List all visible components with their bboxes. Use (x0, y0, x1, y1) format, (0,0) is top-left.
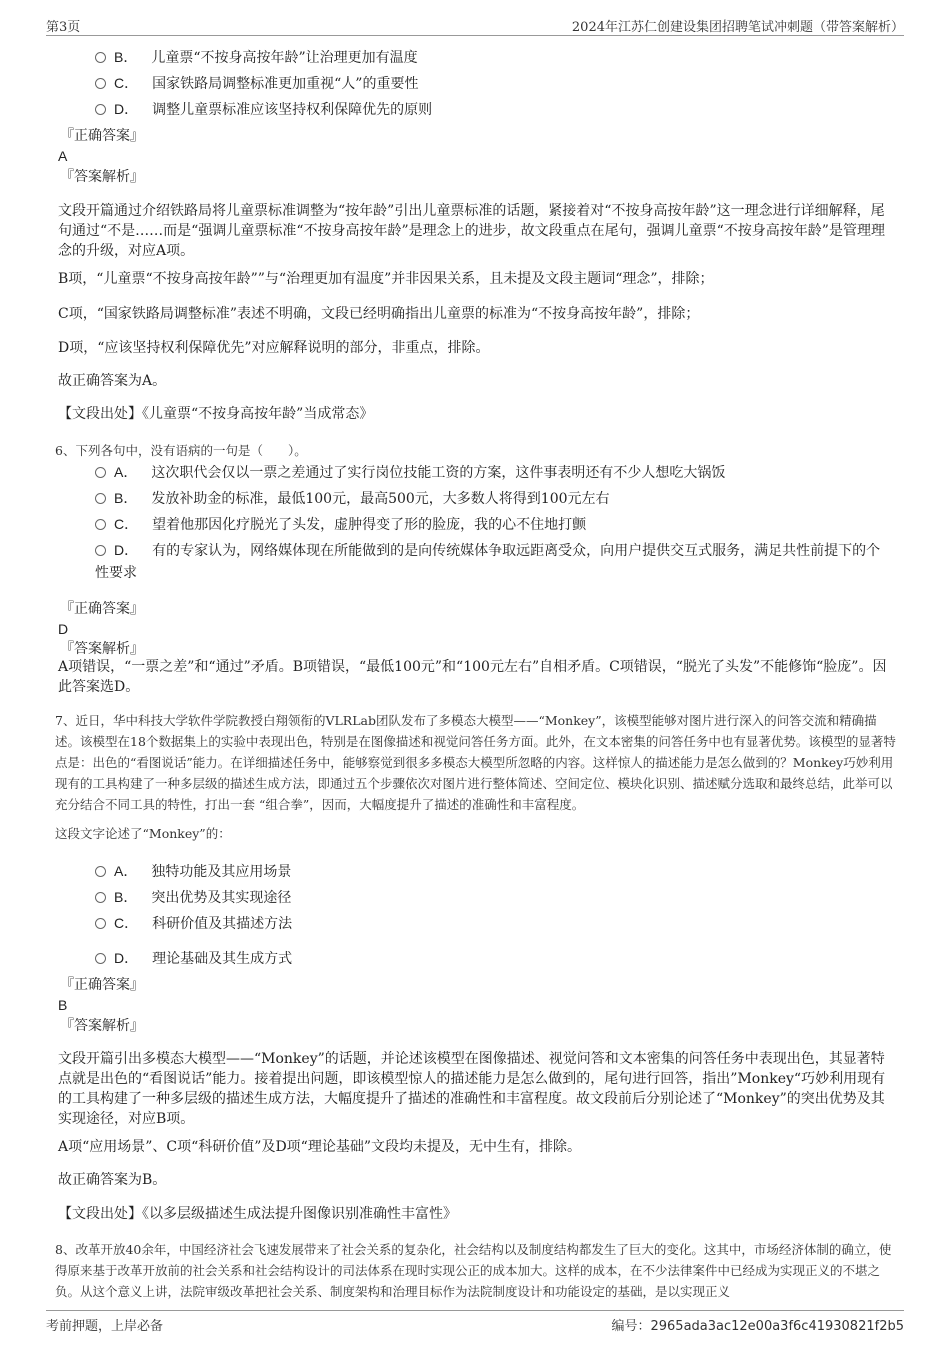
document-id: 编号：2965ada3ac12e00a3f6c41930821f2b5 (611, 1319, 904, 1334)
analysis-paragraph: 文段开篇通过介绍铁路局将儿童票标准调整为“按年龄”引出儿童票标准的话题，紧接着对“不按身高按年龄”这一理念进行详细解释，尾句通过“不是……而是“强调儿童票标准“不按身高按年龄”是理念上的进步，故文段重点在尾句，强调儿童票“不按身高按年龄”是管理理念的升级，对应A项。 (58, 203, 885, 259)
analysis-paragraph: 故正确答案为B。 (58, 1172, 167, 1188)
analysis-paragraph: D项，“应该坚持权利保障优先”对应解释说明的部分，非重点，排除。 (58, 340, 490, 356)
footer-slogan: 考前押题，上岸必备 (46, 1319, 164, 1334)
q5-option-b[interactable]: B． 儿童票“不按身高按年龄”让治理更加有温度 (95, 46, 895, 69)
analysis-label: 『答案解析』 (60, 641, 144, 657)
q6-option-b[interactable]: B． 发放补助金的标准，最低100元，最高500元，大多数人将得到100元左右 (95, 487, 895, 510)
correct-answer: D (58, 621, 69, 637)
analysis-paragraph: A项“应用场景”、C项“科研价值”及D项“理论基础”文段均未提及，无中生有，排除。 (58, 1139, 581, 1155)
radio-icon[interactable] (95, 866, 106, 877)
source-citation: 【文段出处】《以多层级描述生成法提升图像识别准确性丰富性》 (58, 1206, 457, 1222)
radio-icon[interactable] (95, 493, 106, 504)
q5-option-d[interactable]: D． 调整儿童票标准应该坚持权利保障优先的原则 (95, 98, 895, 121)
source-citation: 【文段出处】《儿童票“不按身高按年龄”当成常态》 (58, 406, 374, 422)
question-stem: 8、改革开放40余年，中国经济社会飞速发展带来了社会关系的复杂化，社会结构以及制度结构都发生了巨大的变化。这其中，市场经济体制的确立，使得原来基于改革开放前的社会关系和社会结构设计的司法体系在现时实现公正的成本加大。这样的成本，在不少法律案件中已经成为实现正义的不堪之负。从这个意义上讲，法院审级改革把社会关系、制度架构和治理目标作为法院制度设计和功能设定的基础，是以实现正义 (55, 1242, 892, 1299)
radio-icon[interactable] (95, 467, 106, 478)
radio-icon[interactable] (95, 52, 106, 63)
answer-label: 『正确答案』 (60, 977, 144, 993)
analysis-paragraph: 文段开篇引出多模态大模型——“Monkey”的话题，并论述该模型在图像描述、视觉问答和文本密集的问答任务中表现出色，其显著特点就是出色的“看图说话”能力。接着提出问题，即该模型惊人的描述能力是怎么做到的，尾句进行回答，指出”Monkey“巧妙利用现有的工具构建了一种多层级的描述生成方法，大幅度提升了描述的准确性和丰富程度。故文段前后分别论述了“Monkey”的突出优势及其实现途径，对应B项。 (58, 1051, 886, 1127)
radio-icon[interactable] (95, 104, 106, 115)
analysis-label: 『答案解析』 (60, 169, 144, 185)
footer-divider (46, 1310, 904, 1311)
radio-icon[interactable] (95, 545, 106, 556)
q6-option-a[interactable]: A． 这次职代会仅以一票之差通过了实行岗位技能工资的方案，这件事表明还有不少人想吃大锅饭 (95, 461, 895, 484)
radio-icon[interactable] (95, 918, 106, 929)
radio-icon[interactable] (95, 519, 106, 530)
analysis-paragraph: B项，“儿童票“不按身高按年龄””与“治理更加有温度”并非因果关系，且未提及文段主题词“理念”，排除； (58, 271, 714, 287)
page-number: 第3页 (46, 20, 81, 35)
q7-option-c[interactable]: C． 科研价值及其描述方法 (95, 912, 895, 935)
answer-label: 『正确答案』 (60, 601, 144, 617)
q6-option-d[interactable]: D． 有的专家认为，网络媒体现在所能做到的是向传统媒体争取远距离受众，向用户提供交互式服务，满足共性前提下的个性要求 (95, 542, 881, 581)
q6-option-c[interactable]: C． 望着他那因化疗脱光了头发，虚肿得变了形的脸庞，我的心不住地打颤 (95, 513, 895, 536)
question-prompt: 这段文字论述了“Monkey”的： (55, 826, 231, 841)
analysis-paragraph: 故正确答案为A。 (58, 373, 167, 389)
question-stem: 6、下列各句中，没有语病的一句是（ ）。 (55, 443, 307, 458)
correct-answer: A (58, 148, 68, 164)
document-title: 2024年江苏仁创建设集团招聘笔试冲刺题（带答案解析） (571, 20, 904, 35)
q7-option-a[interactable]: A． 独特功能及其应用场景 (95, 860, 895, 883)
analysis-label: 『答案解析』 (60, 1018, 144, 1034)
question-stem: 7、近日，华中科技大学软件学院教授白翔领衔的VLRLab团队发布了多模态大模型——“Monkey”，该模型能够对图片进行深入的问答交流和精确描述。该模型在18个数据集上的实验中表现出色，特别是在图像描述和视觉问答任务方面。此外，在文本密集的问答任务中也有显著优势。该模型的显著特点是：出色的“看图说话”能力。在详细描述任务中，能够察觉到很多多模态大模型所忽略的内容。这样惊人的描述能力是怎么做到的？Monkey巧妙利用现有的工具构建了一种多层级的描述生成方法，即通过五个步骤依次对图片进行整体简述、空间定位、模块化识别、描述赋分选取和最终总结，此举可以充分结合不同工具的特性，打出一套 “组合拳”，因而，大幅度提升了描述的准确性和丰富程度。 (55, 713, 896, 812)
q7-option-b[interactable]: B． 突出优势及其实现途径 (95, 886, 895, 909)
answer-label: 『正确答案』 (60, 128, 144, 144)
radio-icon[interactable] (95, 892, 106, 903)
analysis-paragraph: C项，“国家铁路局调整标准”表述不明确，文段已经明确指出儿童票的标准为“不按身高按年龄”，排除； (58, 306, 700, 322)
q7-option-d[interactable]: D． 理论基础及其生成方式 (95, 947, 895, 970)
header-divider (46, 35, 904, 36)
analysis-paragraph: A项错误，“一票之差”和“通过”矛盾。B项错误，“最低100元”和“100元左右”自相矛盾。C项错误，“脱光了头发”不能修饰“脸庞”。因此答案选D。 (58, 659, 887, 695)
correct-answer: B (58, 997, 68, 1013)
radio-icon[interactable] (95, 953, 106, 964)
radio-icon[interactable] (95, 78, 106, 89)
q5-option-c[interactable]: C． 国家铁路局调整标准更加重视“人”的重要性 (95, 72, 895, 95)
